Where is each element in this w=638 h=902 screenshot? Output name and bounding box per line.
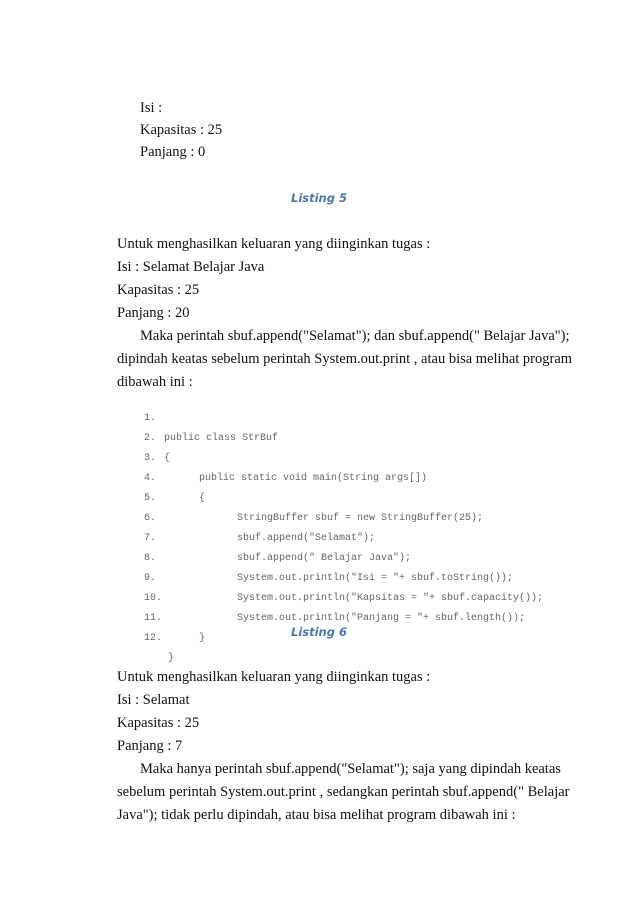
code-line-text: public static void main(String args[]) bbox=[199, 473, 428, 484]
code-line-number: 2. bbox=[144, 433, 157, 444]
code-line bbox=[144, 409, 180, 464]
section1-panjang: Panjang : 20 bbox=[117, 305, 190, 321]
section1-paragraph-line2: dipindah keatas sebelum perintah System.out.print , atau bisa melihat program bbox=[117, 351, 573, 367]
code-line bbox=[144, 389, 279, 444]
code-line-text: sbuf.append(" Belajar Java"); bbox=[237, 553, 412, 564]
section2-paragraph-line1: Maka hanya perintah sbuf.append("Selamat"); saja yang dipindah keatas bbox=[140, 761, 561, 777]
code-line-text: { bbox=[164, 453, 171, 464]
code-line-number: 5. bbox=[144, 493, 157, 504]
section2-panjang: Panjang : 7 bbox=[117, 738, 183, 754]
code-line-number: 9. bbox=[144, 573, 157, 584]
code-line-number: 3. bbox=[144, 453, 157, 464]
output-panjang: Panjang : 0 bbox=[140, 144, 206, 160]
code-line-text: System.out.println("Kapsitas = "+ sbuf.capacity()); bbox=[237, 593, 544, 604]
code-line-text: System.out.println("Panjang = "+ sbuf.length()); bbox=[237, 613, 526, 624]
code-line-text: public class StrBuf bbox=[164, 433, 279, 444]
section2-kapasitas: Kapasitas : 25 bbox=[117, 715, 200, 731]
section2-isi: Isi : Selamat bbox=[117, 692, 190, 708]
code-line-text: System.out.println("Isi = "+ sbuf.toString()); bbox=[237, 573, 514, 584]
section2-paragraph-line2: sebelum perintah System.out.print , sedangkan perintah sbuf.append(" Belajar bbox=[117, 784, 570, 800]
code-line-text: { bbox=[199, 493, 206, 504]
code-line-number: 1. bbox=[144, 413, 157, 424]
code-line-text: } bbox=[199, 633, 206, 644]
section1-paragraph-line1: Maka perintah sbuf.append("Selamat"); dan sbuf.append(" Belajar Java"); bbox=[140, 328, 570, 344]
code-line-number: 11. bbox=[144, 613, 163, 624]
code-line bbox=[144, 449, 206, 504]
section2-paragraph-line3: Java"); tidak perlu dipindah, atau bisa melihat program dibawah ini : bbox=[117, 807, 516, 823]
listing-5-caption: Listing 5 bbox=[291, 191, 347, 205]
output-kapasitas: Kapasitas : 25 bbox=[140, 122, 223, 138]
section1-intro: Untuk menghasilkan keluaran yang diinginkan tugas : bbox=[117, 236, 431, 252]
section1-kapasitas: Kapasitas : 25 bbox=[117, 282, 200, 298]
code-line-number: 4. bbox=[144, 473, 157, 484]
section2-intro: Untuk menghasilkan keluaran yang diinginkan tugas : bbox=[117, 669, 431, 685]
output-isi: Isi : bbox=[140, 100, 163, 116]
listing-6-caption: Listing 6 bbox=[291, 625, 347, 639]
code-line-text: sbuf.append("Selamat"); bbox=[237, 533, 376, 544]
section1-isi: Isi : Selamat Belajar Java bbox=[117, 259, 265, 275]
code-line-number: 12. bbox=[144, 633, 163, 644]
code-line-text: } bbox=[168, 653, 175, 664]
code-line-number: 8. bbox=[144, 553, 157, 564]
section1-paragraph-line3: dibawah ini : bbox=[117, 374, 193, 390]
code-line-text: StringBuffer sbuf = new StringBuffer(25); bbox=[237, 513, 484, 524]
code-line-number: 6. bbox=[144, 513, 157, 524]
code-line-number: 10. bbox=[144, 593, 163, 604]
code-line-number: 7. bbox=[144, 533, 157, 544]
